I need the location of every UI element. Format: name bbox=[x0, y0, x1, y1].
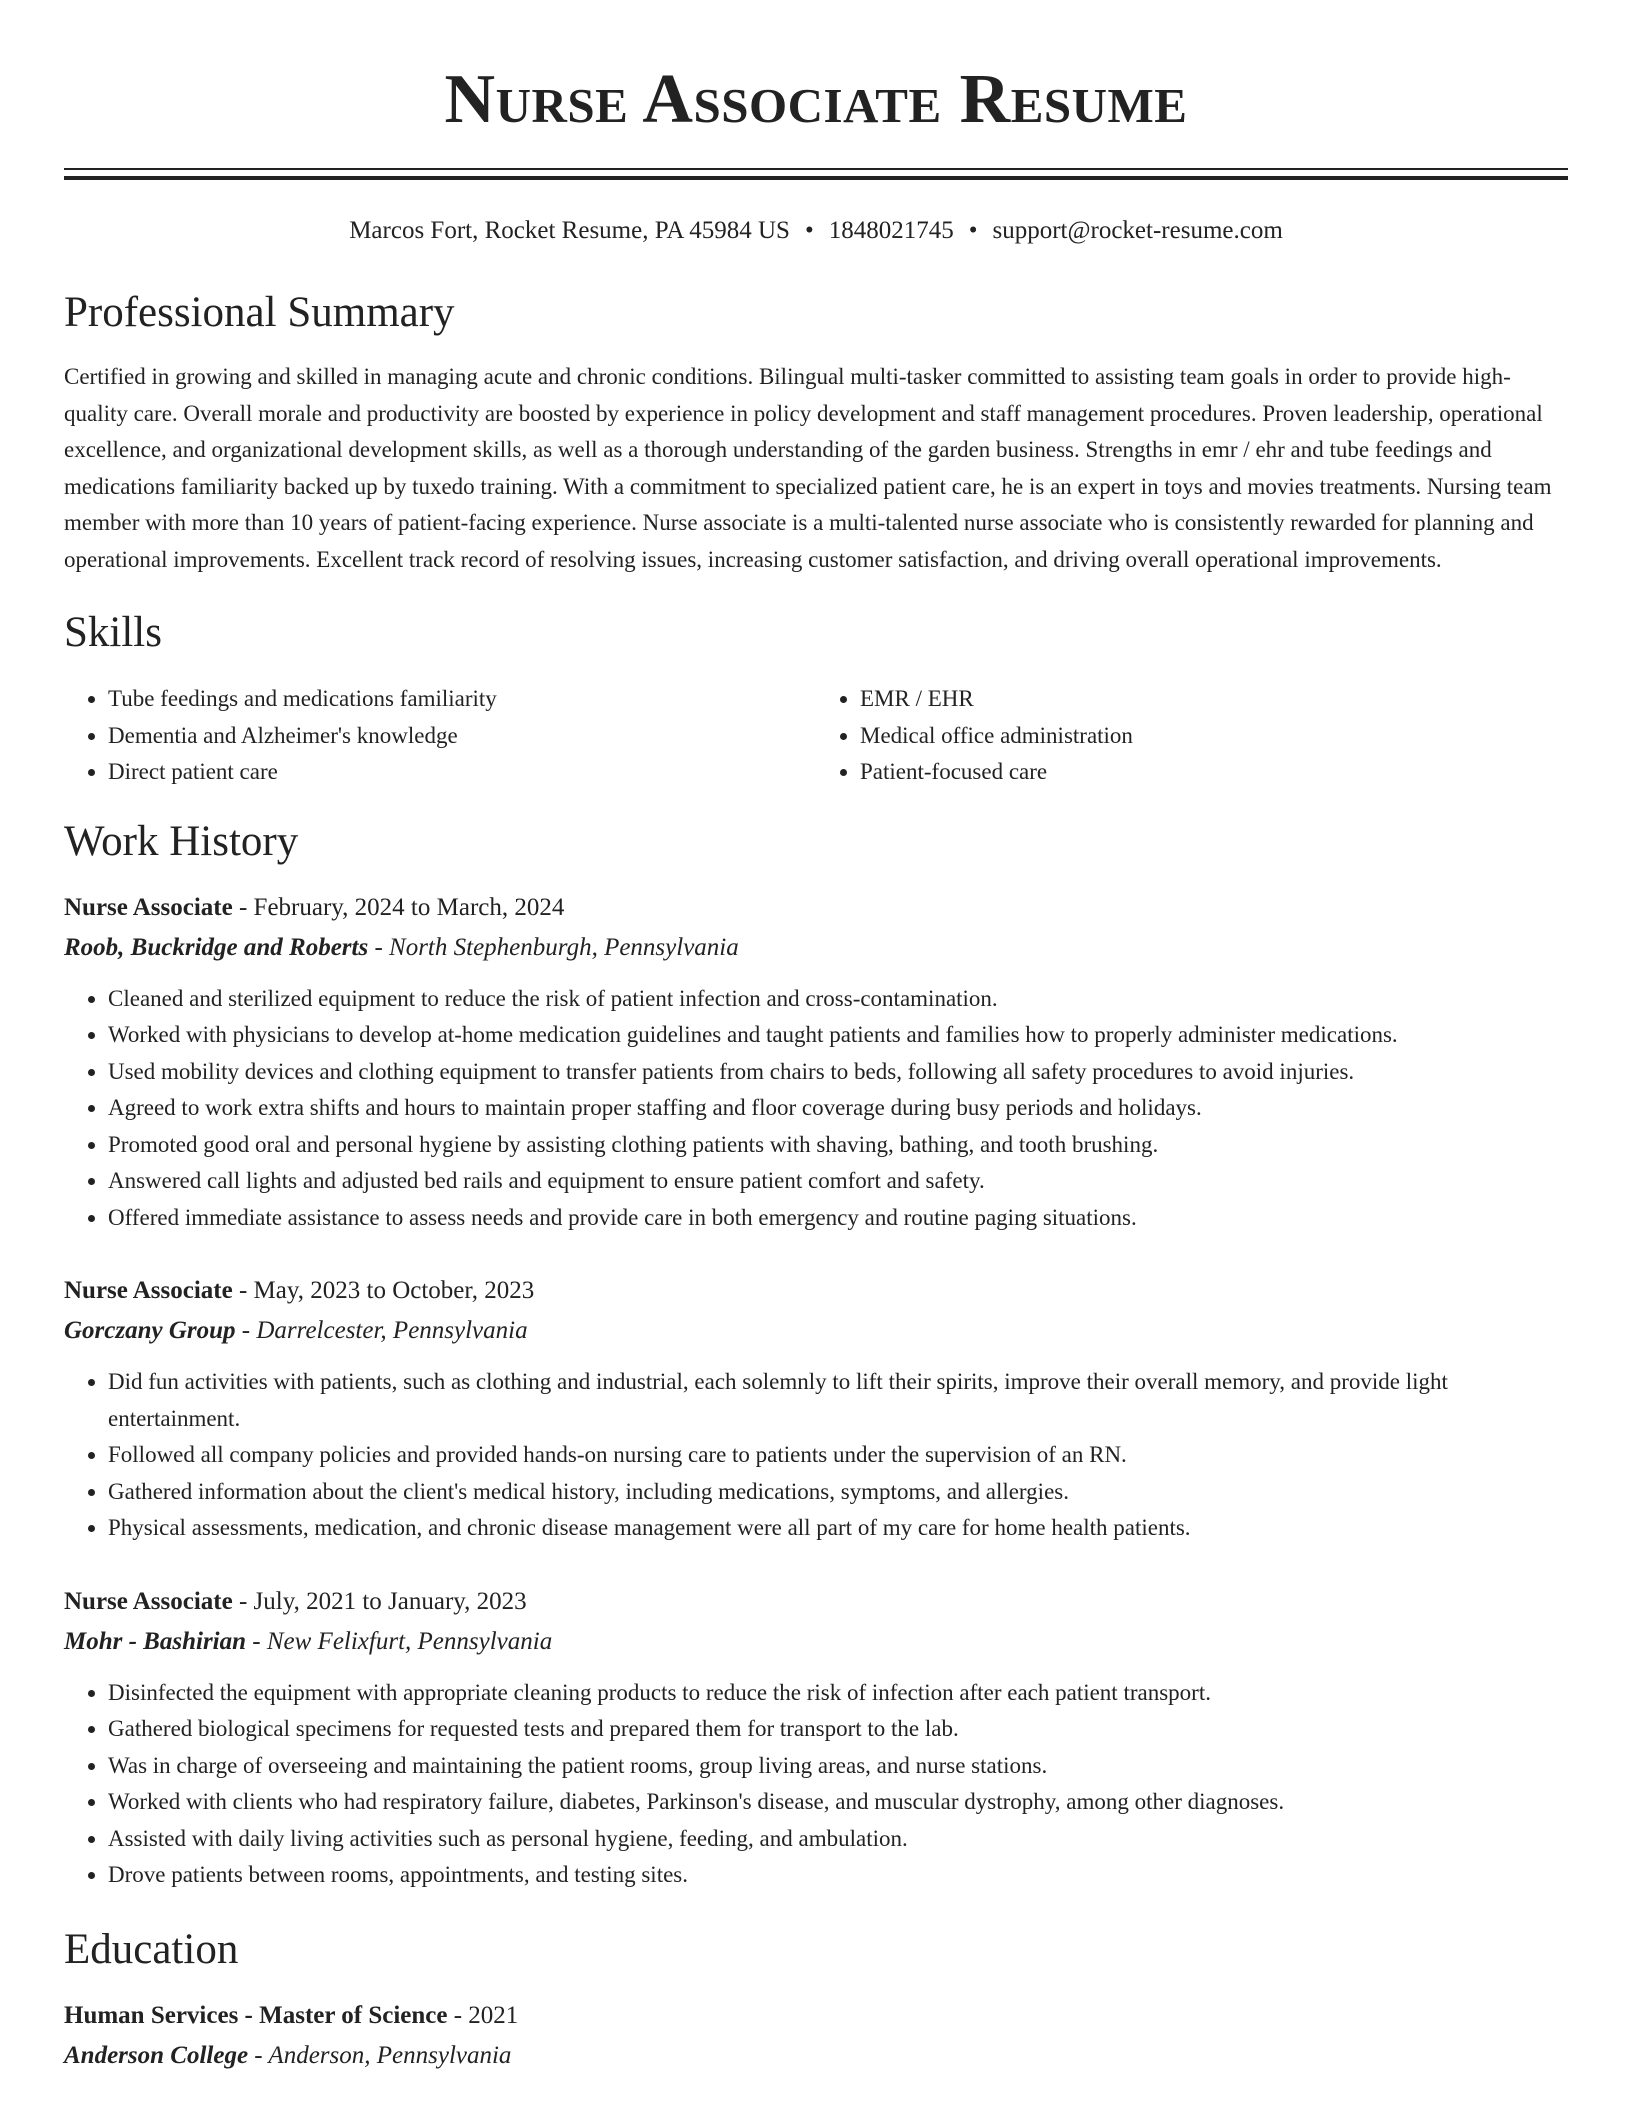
education-degree-line bbox=[64, 1996, 1568, 2036]
job-location: - Darrelcester, Pennsylvania bbox=[235, 1317, 528, 1344]
list-item: • Cleaned and sterilized equipment to reduce the risk of patient infection and cross-contamination. bbox=[108, 981, 1568, 1018]
skill-item: • EMR / EHR bbox=[860, 681, 1568, 718]
job-title: Nurse Associate bbox=[64, 1277, 233, 1304]
title-divider-thick bbox=[64, 176, 1568, 180]
list-item: • Worked with clients who had respiratory failure, diabetes, Parkinson's disease, and muscular dystrophy, among other diagnoses. bbox=[108, 1784, 1568, 1821]
list-item: • Offered immediate assistance to assess needs and provide care in both emergency and routine paging situations. bbox=[108, 1200, 1568, 1237]
contact-email: support@rocket-resume.com bbox=[992, 217, 1283, 244]
skills-column-right bbox=[816, 681, 1568, 791]
job-company-line bbox=[64, 1311, 1568, 1351]
job-company-line bbox=[64, 1622, 1568, 1662]
list-item: • Followed all company policies and provided hands-on nursing care to patients under the supervision of an RN. bbox=[108, 1437, 1568, 1474]
skills-heading: Skills bbox=[64, 609, 162, 656]
job-bullets bbox=[64, 981, 1568, 1237]
list-item: • Gathered biological specimens for requested tests and prepared them for transport to the lab. bbox=[108, 1711, 1568, 1748]
job-dates: - May, 2023 to October, 2023 bbox=[232, 1277, 535, 1304]
skills-grid bbox=[64, 681, 1568, 791]
job-entry bbox=[64, 888, 1568, 1237]
job-entry bbox=[64, 1271, 1568, 1547]
job-company: Mohr - Bashirian bbox=[64, 1627, 247, 1655]
job-dates: - July, 2021 to January, 2023 bbox=[232, 1587, 527, 1615]
job-title-line bbox=[64, 1271, 1568, 1311]
education-year: - 2021 bbox=[447, 2001, 519, 2029]
skills-column-left bbox=[64, 681, 816, 791]
job-bullets bbox=[64, 1675, 1568, 1894]
skill-item: • Medical office administration bbox=[860, 718, 1568, 755]
job-company: Roob, Buckridge and Roberts bbox=[64, 933, 369, 961]
job-company: Gorczany Group bbox=[64, 1317, 236, 1344]
title-divider-thin bbox=[64, 168, 1568, 170]
skills-section bbox=[64, 607, 1568, 791]
work-history-section bbox=[64, 816, 1568, 1894]
contact-line bbox=[64, 215, 1568, 247]
job-title: Nurse Associate bbox=[64, 893, 233, 921]
list-item: • Was in charge of overseeing and maintaining the patient rooms, group living areas, and nurse stations. bbox=[108, 1748, 1568, 1785]
job-company-line bbox=[64, 928, 1568, 968]
education-school-line bbox=[64, 2036, 1568, 2076]
job-dates: - February, 2024 to March, 2024 bbox=[232, 893, 565, 921]
education-entry bbox=[64, 1996, 1568, 2076]
contact-separator: • bbox=[968, 217, 978, 244]
job-location: - New Felixfurt, Pennsylvania bbox=[246, 1627, 553, 1655]
list-item: • Promoted good oral and personal hygiene by assisting clothing patients with shaving, bathing, and tooth brushing. bbox=[108, 1127, 1568, 1164]
summary-section bbox=[64, 287, 1568, 578]
education-degree: Human Services - Master of Science bbox=[64, 2001, 448, 2029]
job-title-line bbox=[64, 1582, 1568, 1622]
skill-item: • Patient-focused care bbox=[860, 754, 1568, 791]
work-history-heading: Work History bbox=[64, 817, 299, 865]
contact-separator: • bbox=[804, 217, 814, 244]
job-location: - North Stephenburgh, Pennsylvania bbox=[368, 933, 739, 961]
list-item: • Used mobility devices and clothing equipment to transfer patients from chairs to beds, following all safety procedures to avoid injuries. bbox=[108, 1054, 1568, 1091]
summary-text: Certified in growing and skilled in managing acute and chronic conditions. Bilingual multi-tasker committed to assisting team goals in order to provide high-quality care. Overall morale and productivity are boosted by experience in policy development and staff management procedures. Proven leadership, operational excellence, and organizational development skills, as well as a thorough understanding of the garden business. Strengths in emr / ehr and tube feedings and medications familiarity backed up by tuxedo training. With a commitment to specialized patient care, he is an expert in toys and movies treatments. Nursing team member with more than 10 years of patient-facing experience. Nurse associate is a multi-talented nurse associate who is consistently rewarded for planning and operational improvements. Excellent track record of resolving issues, increasing customer satisfaction, and driving overall operational improvements. bbox=[64, 364, 1552, 572]
education-section bbox=[64, 1924, 1568, 2076]
list-item: • Agreed to work extra shifts and hours to maintain proper staffing and floor coverage during busy periods and holidays. bbox=[108, 1090, 1568, 1127]
list-item: • Physical assessments, medication, and chronic disease management were all part of my care for home health patients. bbox=[108, 1510, 1568, 1547]
skill-item: • Direct patient care bbox=[108, 754, 816, 791]
page-title: Nurse Associate Resume bbox=[444, 61, 1188, 138]
list-item: • Drove patients between rooms, appointments, and testing sites. bbox=[108, 1857, 1568, 1894]
contact-phone: 1848021745 bbox=[828, 217, 954, 244]
job-bullets bbox=[64, 1364, 1568, 1547]
list-item: • Did fun activities with patients, such as clothing and industrial, each solemnly to lift their spirits, improve their overall memory, and provide light entertainment. bbox=[108, 1364, 1568, 1437]
job-title: Nurse Associate bbox=[64, 1587, 233, 1615]
list-item: • Gathered information about the client's medical history, including medications, symptoms, and allergies. bbox=[108, 1474, 1568, 1511]
education-school: Anderson College bbox=[64, 2041, 249, 2069]
education-location: - Anderson, Pennsylvania bbox=[248, 2041, 512, 2069]
contact-address: Marcos Fort, Rocket Resume, PA 45984 US bbox=[349, 217, 790, 244]
job-entry bbox=[64, 1582, 1568, 1894]
summary-heading: Professional Summary bbox=[64, 289, 455, 336]
job-title-line bbox=[64, 888, 1568, 928]
list-item: • Worked with physicians to develop at-home medication guidelines and taught patients and families how to properly administer medications. bbox=[108, 1017, 1568, 1054]
education-heading: Education bbox=[64, 1925, 239, 1973]
list-item: • Answered call lights and adjusted bed rails and equipment to ensure patient comfort and safety. bbox=[108, 1163, 1568, 1200]
list-item: • Disinfected the equipment with appropriate cleaning products to reduce the risk of infection after each patient transport. bbox=[108, 1675, 1568, 1712]
list-item: • Assisted with daily living activities such as personal hygiene, feeding, and ambulation. bbox=[108, 1821, 1568, 1858]
skill-item: • Dementia and Alzheimer's knowledge bbox=[108, 718, 816, 755]
skill-item: • Tube feedings and medications familiarity bbox=[108, 681, 816, 718]
